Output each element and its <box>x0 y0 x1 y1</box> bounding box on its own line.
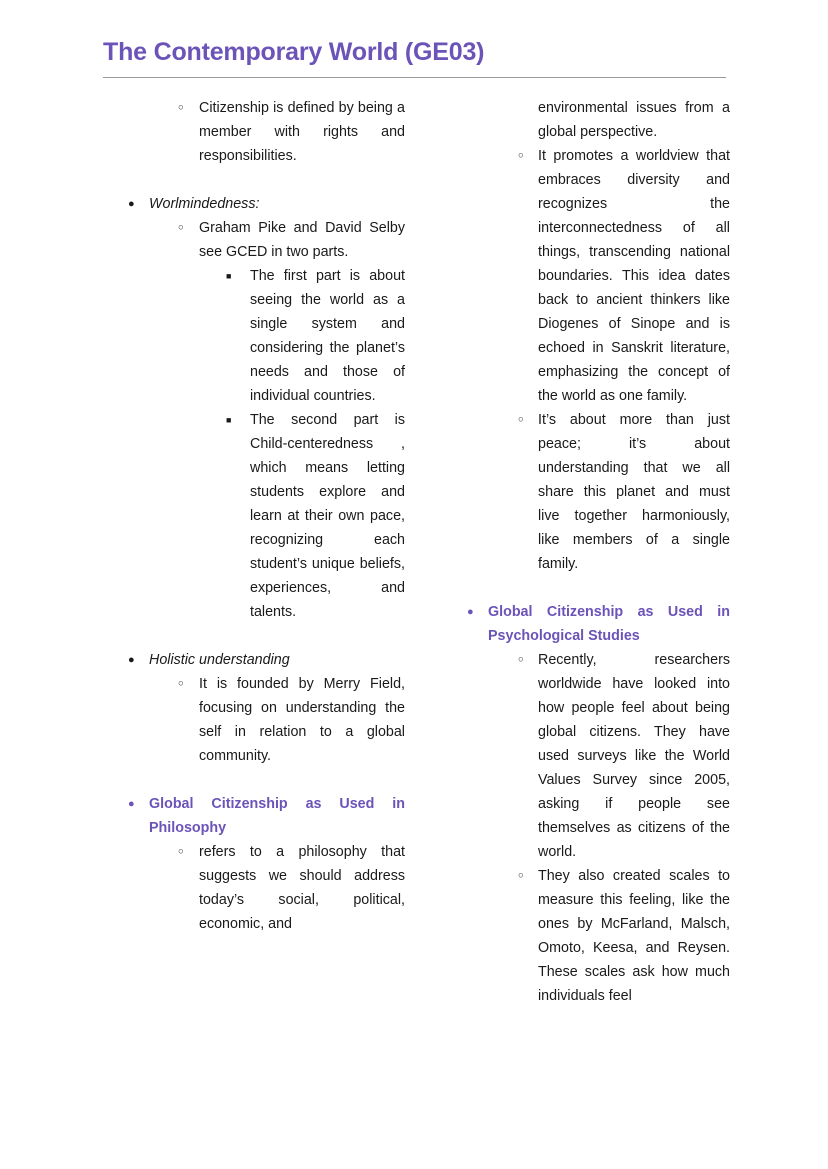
list-item-text: Global Citizenship as Used in Philosophy <box>149 796 405 836</box>
list-item <box>103 264 405 408</box>
right-column <box>443 96 730 1008</box>
list-item <box>103 840 405 936</box>
list-item-text: Global Citizenship as Used in Psychological Studies <box>488 604 730 644</box>
paragraph-spacer <box>103 768 405 792</box>
list-item <box>103 216 405 264</box>
bullet-circle-icon: ○ <box>518 414 524 425</box>
bullet-square-icon: ■ <box>226 271 232 281</box>
list-item <box>443 144 730 408</box>
paragraph-spacer <box>443 576 730 600</box>
list-item <box>103 648 405 672</box>
bullet-circle-icon: ○ <box>178 678 184 689</box>
list-item-text: Recently, researchers worldwide have looked into how people feel about being global citizens. They have used surveys like the World Values Survey since 2005, asking if people see themselves as citizens of the world. <box>538 652 730 860</box>
list-item <box>443 96 730 144</box>
list-item-text: Worlmindedness: <box>149 196 260 212</box>
list-item-text: The first part is about seeing the world as a single system and considering the planet’s needs and those of individual countries. <box>250 268 405 404</box>
list-item-text: They also created scales to measure this feeling, like the ones by McFarland, Malsch, Omoto, Keesa, and Reysen. These scales ask how much individuals feel <box>538 868 730 1004</box>
list-item-text: environmental issues from a global perspective. <box>538 100 730 140</box>
bullet-disc-icon: ● <box>128 798 135 810</box>
list-item-text: Holistic understanding <box>149 652 290 668</box>
list-item-text: The second part is Child-centeredness , which means letting students explore and learn at their own pace, recognizing each student’s unique beliefs, experiences, and talents. <box>250 412 405 620</box>
bullet-circle-icon: ○ <box>518 654 524 665</box>
bullet-circle-icon: ○ <box>178 222 184 233</box>
bullet-disc-icon: ● <box>467 606 474 618</box>
paragraph-spacer <box>103 168 405 192</box>
paragraph-spacer <box>103 624 405 648</box>
list-item <box>443 864 730 1008</box>
bullet-disc-icon: ● <box>128 198 135 210</box>
bullet-circle-icon: ○ <box>518 150 524 161</box>
list-item-text: refers to a philosophy that suggests we should address today’s social, political, economic, and <box>199 844 405 932</box>
section-heading <box>443 600 730 648</box>
list-item-text: Graham Pike and David Selby see GCED in two parts. <box>199 220 405 260</box>
title-divider <box>103 77 726 78</box>
list-item <box>103 192 405 216</box>
section-heading <box>103 792 405 840</box>
bullet-circle-icon: ○ <box>178 102 184 113</box>
list-item <box>103 408 405 624</box>
list-item <box>443 408 730 576</box>
page-title: The Contemporary World (GE03) <box>103 38 485 66</box>
list-item <box>103 672 405 768</box>
bullet-circle-icon: ○ <box>178 846 184 857</box>
bullet-square-icon: ■ <box>226 415 232 425</box>
list-item-text: It’s about more than just peace; it’s about understanding that we all share this planet and must live together harmoniously, like members of a single family. <box>538 412 730 572</box>
list-item-text: Citizenship is defined by being a member with rights and responsibilities. <box>199 100 405 164</box>
bullet-circle-icon: ○ <box>518 870 524 881</box>
list-item <box>103 96 405 168</box>
list-item <box>443 648 730 864</box>
list-item-text: It is founded by Merry Field, focusing on understanding the self in relation to a global community. <box>199 676 405 764</box>
list-item-text: It promotes a worldview that embraces diversity and recognizes the interconnectedness of all things, transcending national boundaries. This idea dates back to ancient thinkers like Diogenes of Sinope and is echoed in Sanskrit literature, emphasizing the concept of the world as one family. <box>538 148 730 404</box>
left-column <box>103 96 405 936</box>
bullet-disc-icon: ● <box>128 654 135 666</box>
